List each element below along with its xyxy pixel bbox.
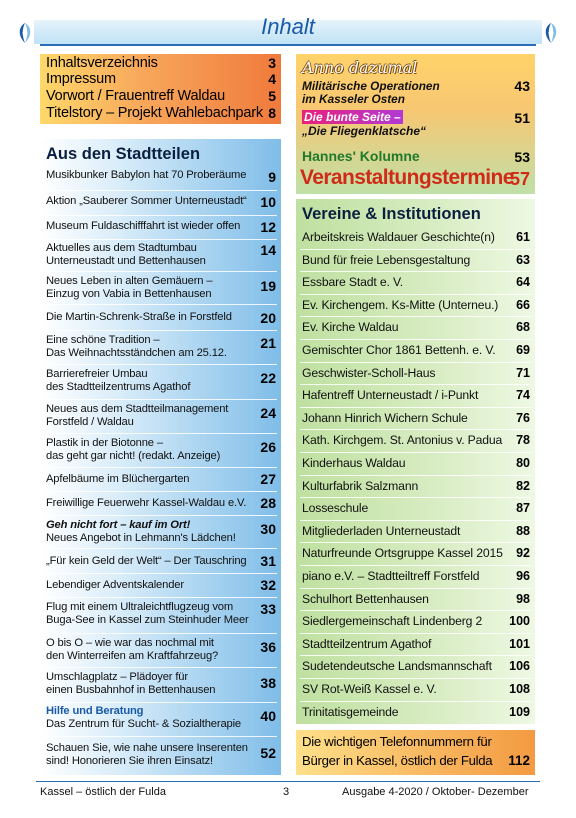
header-rule xyxy=(40,44,536,46)
toc-entry-label-line2: Das Zentrum für Sucht- & Sozialtherapie xyxy=(46,718,241,730)
toc-entry-page: 82 xyxy=(516,478,530,493)
toc-entry-page: 87 xyxy=(516,501,530,516)
toc-entry-page: 28 xyxy=(260,495,276,511)
toc-entry-label: Musikbunker Babylon hat 70 Proberäume xyxy=(46,169,247,181)
stadtteile-section xyxy=(40,139,281,775)
toc-entry-label: Aktion „Sauberer Sommer Unterneustadt“ xyxy=(46,195,247,207)
footer-issue: Ausgabe 4-2020 / Oktober- Dezember xyxy=(342,786,529,798)
toc-entry-page: 30 xyxy=(260,521,276,537)
toc-entry[interactable] xyxy=(40,468,281,492)
toc-entry[interactable] xyxy=(296,407,535,430)
toc-entry-page: 27 xyxy=(260,471,276,487)
toc-entry-label: Die Martin-Schrenk-Straße in Forstfeld xyxy=(46,311,232,323)
toc-entry[interactable] xyxy=(296,678,535,701)
toc-entry[interactable] xyxy=(40,88,281,104)
fliegenklatsche-label: „Die Fliegenklatsche“ xyxy=(302,124,427,138)
toc-entry-label: Museum Fuldaschifffahrt ist wieder offen xyxy=(46,220,241,232)
toc-entry-label: Geh nicht fort – kauf im Ort! xyxy=(46,519,191,531)
toc-entry-label-line2: das geht gar nicht! (redakt. Anzeige) xyxy=(46,450,221,462)
toc-entry-page: 108 xyxy=(509,682,530,696)
toc-entry-label-line2: einen Busbahnhof in Bettenhausen xyxy=(46,684,216,696)
toc-entry-label-line2: im Kasseler Osten xyxy=(302,92,405,106)
toc-entry-label: Militärische Operationen xyxy=(302,79,440,93)
toc-entry[interactable] xyxy=(40,216,281,238)
toc-entry-page: 9 xyxy=(268,169,276,185)
section-heading: Aus den Stadtteilen xyxy=(46,145,201,163)
toc-entry-label: Losseschule xyxy=(302,501,369,516)
toc-entry[interactable] xyxy=(40,55,281,71)
toc-entry[interactable] xyxy=(40,574,281,598)
toc-entry[interactable] xyxy=(296,316,535,339)
toc-entry-page: 3 xyxy=(268,55,276,71)
toc-entry-page: 31 xyxy=(260,553,276,569)
toc-entry-label: Umschlagplatz – Plädoyer für xyxy=(46,671,188,683)
toc-entry[interactable] xyxy=(40,703,281,735)
bunte-seite-label[interactable]: Die bunte Seite – xyxy=(304,110,401,124)
toc-entry-page: 92 xyxy=(516,546,530,561)
toc-entry-page: 57 xyxy=(509,169,530,189)
toc-entry-page: 24 xyxy=(260,405,276,421)
toc-entry-label: Neues Leben in alten Gemäuern – xyxy=(46,275,213,287)
toc-entry[interactable] xyxy=(296,733,535,771)
toc-entry-page: 19 xyxy=(260,278,276,294)
toc-entry-page: 12 xyxy=(260,219,276,235)
toc-entry[interactable] xyxy=(296,249,535,272)
toc-entry-label: Kulturfabrik Salzmann xyxy=(302,478,419,493)
footer-publication: Kassel – östlich der Fulda xyxy=(40,786,166,798)
toc-entry-page: 80 xyxy=(516,456,530,470)
toc-entry-page: 101 xyxy=(509,636,530,651)
toc-entry-page: 74 xyxy=(516,388,530,403)
toc-entry[interactable] xyxy=(296,429,535,452)
toc-entry-page: 98 xyxy=(516,591,530,606)
toc-entry[interactable] xyxy=(40,598,281,630)
toc-entry-label: Neues aus dem Stadtteilmanagement xyxy=(46,403,229,415)
toc-entry-label-line2: sind! Honorieren Sie ihren Einsatz! xyxy=(46,755,214,767)
toc-entry-page: 78 xyxy=(516,433,530,448)
footer-rule xyxy=(36,781,540,782)
toc-entry[interactable] xyxy=(302,80,440,106)
toc-entry-label: Aktuelles aus dem Stadtumbau xyxy=(46,242,197,254)
toc-entry-label: Bund für freie Lebensgestaltung xyxy=(302,252,471,267)
telefon-section xyxy=(296,730,535,775)
section-heading: Vereine & Institutionen xyxy=(302,205,481,223)
toc-entry-page: 66 xyxy=(516,297,530,312)
toc-entry-label: Inhaltsverzeichnis xyxy=(46,55,158,71)
toc-entry-label: Freiwillige Feuerwehr Kassel-Waldau e.V. xyxy=(46,497,247,509)
toc-entry[interactable] xyxy=(296,520,535,543)
toc-entry[interactable] xyxy=(40,434,281,466)
toc-entry-label: Kinderhaus Waldau xyxy=(302,456,406,470)
toc-entry-label-line2: Buga-See in Kassel zum Steinhuder Meer xyxy=(46,614,249,626)
toc-entry[interactable] xyxy=(296,701,535,724)
toc-entry[interactable] xyxy=(40,305,281,329)
toc-entry-label: Plastik in der Biotonne – xyxy=(46,437,163,449)
toc-entry-page: 36 xyxy=(260,639,276,655)
toc-entry[interactable] xyxy=(296,588,535,611)
toc-entry-label: Impressum xyxy=(46,71,116,87)
toc-entry-label: Schulhort Bettenhausen xyxy=(302,591,429,606)
toc-entry-page: 43 xyxy=(514,78,530,94)
toc-entry-label: Trinitatisgemeinde xyxy=(302,704,399,719)
toc-entry-label: Sudetendeutsche Landsmannschaft xyxy=(302,659,492,674)
toc-entry-page: 88 xyxy=(516,523,530,538)
toc-entry[interactable] xyxy=(40,365,281,397)
toc-entry-page: 52 xyxy=(260,745,276,761)
toc-entry-page: 26 xyxy=(260,439,276,455)
toc-entry[interactable] xyxy=(296,226,535,249)
toc-entry[interactable] xyxy=(296,565,535,588)
veranstaltungstermine-label[interactable]: Veranstaltungstermine xyxy=(300,166,514,189)
toc-entry-label-line2: Forstfeld / Waldau xyxy=(46,416,134,428)
toc-entry-page: 63 xyxy=(516,252,530,267)
toc-entry-label: Vorwort / Frauentreff Waldau xyxy=(46,88,225,104)
toc-entry-label: Lebendiger Adventskalender xyxy=(46,579,184,591)
toc-entry[interactable] xyxy=(296,452,535,475)
toc-entry-page: 112 xyxy=(508,753,530,768)
toc-entry-label: Arbeitskreis Waldauer Geschichte(n) xyxy=(302,230,495,244)
toc-entry-page: 61 xyxy=(516,230,530,244)
toc-entry-label: Hafentreff Unterneustadt / i-Punkt xyxy=(302,388,479,403)
toc-entry[interactable] xyxy=(296,655,535,678)
vereine-section xyxy=(296,199,535,724)
toc-entry[interactable] xyxy=(296,271,535,294)
toc-entry-page: 76 xyxy=(516,410,530,425)
toc-entry-page: 109 xyxy=(509,704,530,719)
toc-entry-label-line2: Bürger in Kassel, östlich der Fulda xyxy=(302,753,493,768)
toc-entry-label-line2: Neues Angebot in Lehmann's Lädchen! xyxy=(46,532,236,544)
toc-entry[interactable] xyxy=(296,475,535,498)
toc-entry-page: 53 xyxy=(514,149,530,165)
toc-entry-page: 106 xyxy=(509,659,530,674)
toc-entry-page: 20 xyxy=(260,310,276,326)
anno-dazumal-heading: Anno dazumal xyxy=(302,58,418,77)
toc-entry-label: Mitgliederladen Unterneustadt xyxy=(302,523,461,538)
toc-entry[interactable] xyxy=(40,400,281,432)
toc-entry[interactable] xyxy=(40,492,281,516)
toc-entry-page: 40 xyxy=(260,708,276,724)
toc-entry[interactable] xyxy=(296,610,535,633)
toc-entry[interactable] xyxy=(40,634,281,666)
toc-entry-label: Die wichtigen Telefonnummern für xyxy=(302,734,492,749)
toc-entry-label: Schauen Sie, wie nahe unsere Inserenten xyxy=(46,742,248,754)
toc-entry[interactable] xyxy=(40,668,281,700)
intro-section xyxy=(40,54,281,124)
toc-entry-label: SV Rot-Weiß Kassel e. V. xyxy=(302,682,437,696)
toc-entry[interactable] xyxy=(40,191,281,213)
toc-entry[interactable] xyxy=(40,331,281,363)
toc-entry-label: Siedlergemeinschaft Lindenberg 2 xyxy=(302,614,483,629)
toc-entry-label-line2: Das Weihnachtsständchen am 25.12. xyxy=(46,347,227,359)
toc-entry-label: Stadtteilzentrum Agathof xyxy=(302,636,432,651)
toc-entry-page: 69 xyxy=(516,343,530,357)
page-title: Inhalt xyxy=(261,14,315,39)
toc-entry[interactable] xyxy=(296,633,535,656)
toc-entry-label: Barrierefreier Umbau xyxy=(46,368,148,380)
toc-entry[interactable] xyxy=(296,542,535,565)
toc-entry-label: Flug mit einem Ultraleichtflugzeug vom xyxy=(46,601,234,613)
hannes-kolumne-label[interactable]: Hannes' Kolumne xyxy=(302,148,420,164)
toc-entry[interactable] xyxy=(296,384,535,407)
toc-entry-label: piano e.V. – Stadtteiltreff Forstfeld xyxy=(302,569,480,583)
toc-entry-label: Titelstory – Projekt Wahlebachpark xyxy=(46,105,263,121)
toc-entry-label: O bis O – wie war das nochmal mit xyxy=(46,637,214,649)
toc-entry-page: 14 xyxy=(260,242,276,258)
toc-entry-label: Ev. Kirche Waldau xyxy=(302,320,399,335)
toc-entry-label: Naturfreunde Ortsgruppe Kassel 2015 xyxy=(302,546,503,561)
page-number: 3 xyxy=(283,786,290,798)
toc-entry-label: Hilfe und Beratung xyxy=(46,705,144,717)
fish-logo-icon xyxy=(540,22,562,44)
toc-entry-page: 71 xyxy=(516,365,530,380)
features-section xyxy=(296,54,535,194)
toc-entry-label-line2: Einzug von Vabia in Bettenhausen xyxy=(46,288,212,300)
toc-entry[interactable] xyxy=(40,737,281,773)
toc-entry-label: Essbare Stadt e. V. xyxy=(302,275,404,290)
toc-entry-page: 5 xyxy=(268,88,276,104)
toc-entry-label: Gemischter Chor 1861 Bettenh. e. V. xyxy=(302,343,496,357)
toc-entry-label-line2: den Winterreifen am Kraftfahrzeug? xyxy=(46,650,219,662)
toc-entry-page: 100 xyxy=(509,614,530,629)
toc-entry[interactable] xyxy=(296,362,535,385)
toc-entry[interactable] xyxy=(40,71,281,87)
toc-entry[interactable] xyxy=(296,294,535,317)
toc-entry-page: 33 xyxy=(260,601,276,617)
toc-entry-label: Ev. Kirchengem. Ks-Mitte (Unterneu.) xyxy=(302,297,499,312)
toc-entry-label: Geschwister-Scholl-Haus xyxy=(302,365,436,380)
toc-entry-page: 8 xyxy=(268,105,276,121)
toc-entry-label-line2: Unterneustadt und Bettenhausen xyxy=(46,255,206,267)
toc-entry-page: 51 xyxy=(514,110,530,126)
toc-entry[interactable] xyxy=(40,272,281,304)
toc-entry-page: 68 xyxy=(516,320,530,335)
toc-entry[interactable] xyxy=(40,105,281,121)
toc-entry-page: 21 xyxy=(260,335,276,351)
toc-entry[interactable] xyxy=(296,497,535,520)
toc-entry-page: 22 xyxy=(260,370,276,386)
toc-entry-label: Apfelbäume im Blüchergarten xyxy=(46,473,190,485)
toc-entry-page: 4 xyxy=(268,71,276,87)
toc-entry[interactable] xyxy=(40,549,281,573)
toc-entry-label-line2: des Stadtteilzentrums Agathof xyxy=(46,381,191,393)
toc-entry-label: „Für kein Geld der Welt“ – Der Tauschring xyxy=(46,555,247,567)
toc-entry-label: Eine schöne Tradition – xyxy=(46,334,160,346)
toc-entry-page: 32 xyxy=(260,577,276,593)
toc-entry[interactable] xyxy=(40,516,281,548)
toc-entry-label: Kath. Kirchgem. St. Antonius v. Padua xyxy=(302,433,503,448)
toc-entry[interactable] xyxy=(296,339,535,362)
toc-entry-page: 10 xyxy=(260,194,276,210)
toc-entry-page: 96 xyxy=(516,569,530,583)
toc-entry[interactable] xyxy=(40,166,281,188)
toc-entry-label: Johann Hinrich Wichern Schule xyxy=(302,410,468,425)
toc-entry-page: 38 xyxy=(260,675,276,691)
toc-entry-page: 64 xyxy=(516,275,530,290)
toc-entry[interactable] xyxy=(40,240,281,272)
